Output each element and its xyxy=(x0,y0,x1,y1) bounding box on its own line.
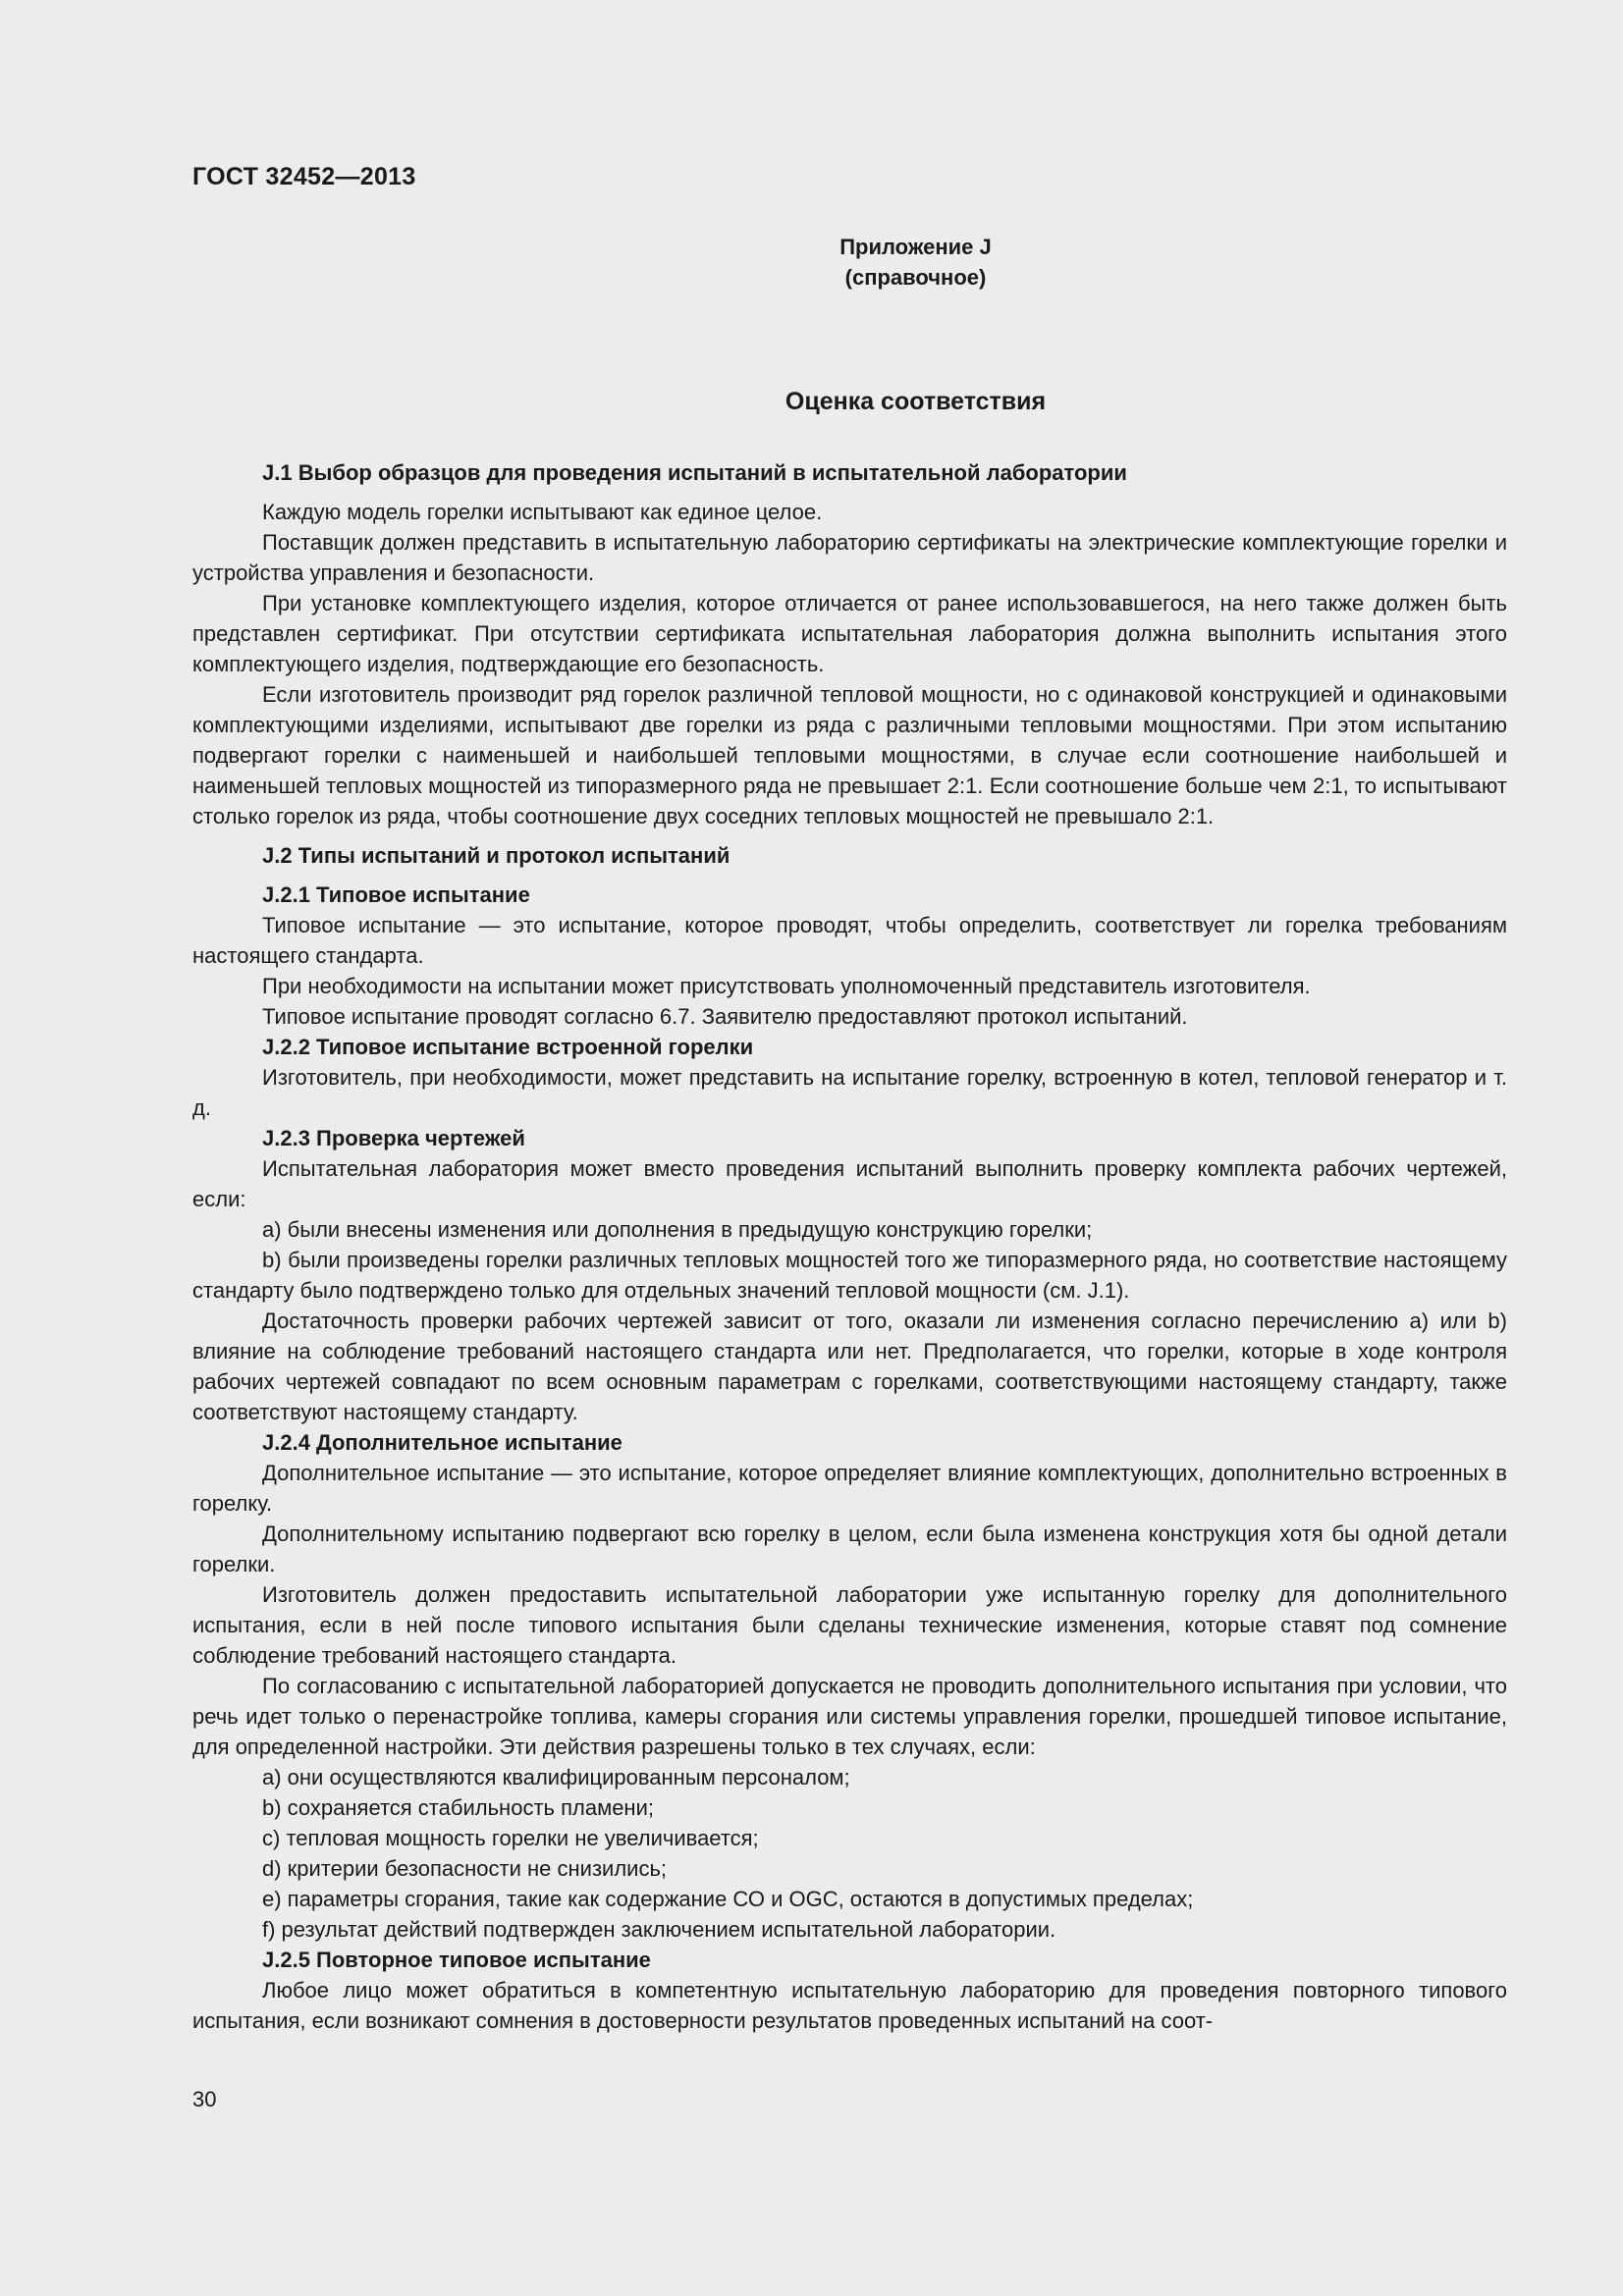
subsection-heading-j23: J.2.3 Проверка чертежей xyxy=(262,1126,525,1150)
section-heading-j2: J.2 Типы испытаний и протокол испытаний xyxy=(262,843,730,868)
paragraph: Дополнительное испытание — это испытание, которое определяет влияние комплектующих, дополнительно встроенных в горелку. xyxy=(192,1461,1507,1516)
list-item: b) сохраняется стабильность пламени; xyxy=(262,1795,654,1820)
paragraph: Если изготовитель производит ряд горелок различной тепловой мощности, но с одинаковой конструкцией и одинаковыми комплектующими изделиями, испытывают две горелки из ряда с различными тепловыми мощностями. При этом испытанию подвергают горелки с наименьшей и наибольшей тепловыми мощностями, в случае если соотношение наибольшей и наименьшей тепловых мощностей из типоразмерного ряда не превышает 2:1. Если соотношение больше чем 2:1, то испытывают столько горелок из ряда, чтобы соотношение двух соседних тепловых мощностей не превышало 2:1. xyxy=(192,682,1507,828)
page-number: 30 xyxy=(192,2087,217,2111)
paragraph: Изготовитель должен предоставить испытательной лаборатории уже испытанную горелку для дополнительного испытания, если в ней после типового испытания были сделаны технические изменения, которые ставят под сомнение соблюдение требований настоящего стандарта. xyxy=(192,1582,1507,1668)
paragraph: Типовое испытание — это испытание, которое проводят, чтобы определить, соответствует ли горелка требованиям настоящего стандарта. xyxy=(192,913,1507,968)
list-item: d) критерии безопасности не снизились; xyxy=(262,1856,668,1881)
paragraph: Любое лицо может обратиться в компетентную испытательную лабораторию для проведения повторного типового испытания, если возникают сомнения в достоверности результатов проведенных испытаний на соот- xyxy=(192,1978,1507,2033)
subsection-heading-j24: J.2.4 Дополнительное испытание xyxy=(262,1430,622,1455)
list-item: e) параметры сгорания, такие как содержание СО и OGC, остаются в допустимых пределах; xyxy=(262,1887,1194,1911)
paragraph: Каждую модель горелки испытывают как единое целое. xyxy=(262,500,823,524)
document-code: ГОСТ 32452—2013 xyxy=(192,163,416,190)
paragraph: Изготовитель, при необходимости, может представить на испытание горелку, встроенную в котел, тепловой генератор и т. д. xyxy=(192,1065,1507,1120)
subsection-heading-j22: J.2.2 Типовое испытание встроенной горелки xyxy=(262,1035,754,1059)
paragraph: По согласованию с испытательной лабораторией допускается не проводить дополнительного испытания при условии, что речь идет только о перенастройке топлива, камеры сгорания или системы управления горелки, прошедшей типовое испытание, для определенной настройки. Эти действия разрешены только в тех случаях, если: xyxy=(192,1674,1507,1759)
section-heading-j1: J.1 Выбор образцов для проведения испытаний в испытательной лаборатории xyxy=(262,460,1127,485)
paragraph: Дополнительному испытанию подвергают всю горелку в целом, если была изменена конструкция хотя бы одной детали горелки. xyxy=(192,1522,1507,1576)
appendix-type: (справочное) xyxy=(844,265,987,290)
list-item: b) были произведены горелки различных тепловых мощностей того же типоразмерного ряда, но соответствие настоящему стандарту было подтверждено только для отдельных значений тепловой мощности (см. J.1). xyxy=(192,1248,1507,1303)
paragraph: При установке комплектующего изделия, которое отличается от ранее использовавшегося, на него также должен быть представлен сертификат. При отсутствии сертификата испытательная лаборатория должна выполнить испытания этого комплектующего изделия, подтверждающие его безопасность. xyxy=(192,591,1507,676)
paragraph: Типовое испытание проводят согласно 6.7. Заявителю предоставляют протокол испытаний. xyxy=(262,1004,1188,1029)
paragraph: При необходимости на испытании может присутствовать уполномоченный представитель изготовителя. xyxy=(262,974,1311,998)
list-item: а) они осуществляются квалифицированным персоналом; xyxy=(262,1765,850,1789)
paragraph: Испытательная лаборатория может вместо проведения испытаний выполнить проверку комплекта рабочих чертежей, если: xyxy=(192,1156,1507,1211)
paragraph: Поставщик должен представить в испытательную лабораторию сертификаты на электрические комплектующие горелки и устройства управления и безопасности. xyxy=(192,530,1507,585)
list-item: а) были внесены изменения или дополнения в предыдущую конструкцию горелки; xyxy=(262,1217,1093,1242)
page-title: Оценка соответствия xyxy=(784,388,1047,415)
appendix-label: Приложение J xyxy=(839,235,992,259)
subsection-heading-j21: J.2.1 Типовое испытание xyxy=(262,882,530,907)
subsection-heading-j25: J.2.5 Повторное типовое испытание xyxy=(262,1948,651,1972)
paragraph: Достаточность проверки рабочих чертежей зависит от того, оказали ли изменения согласно перечислению а) или b) влияние на соблюдение требований настоящего стандарта или нет. Предполагается, что горелки, которые в ходе контроля рабочих чертежей совпадают по всем основным параметрам с горелками, соответствующими настоящему стандарту, также соответствуют настоящему стандарту. xyxy=(192,1308,1507,1424)
appendix-header xyxy=(0,232,1623,293)
list-item: f) результат действий подтвержден заключением испытательной лаборатории. xyxy=(262,1917,1056,1942)
list-item: c) тепловая мощность горелки не увеличивается; xyxy=(262,1826,759,1850)
document-body xyxy=(192,457,1507,2036)
